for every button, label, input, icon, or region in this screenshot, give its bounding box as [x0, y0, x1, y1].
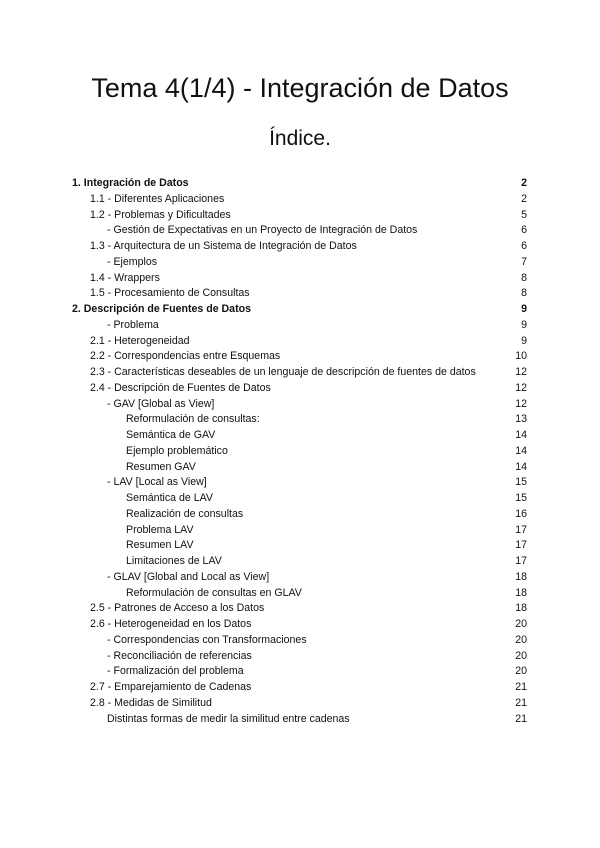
toc-entry-title: 2.8 - Medidas de Similitud: [90, 696, 212, 709]
toc-entry-page-number: 14: [515, 444, 527, 457]
toc-entry[interactable]: [72, 649, 527, 665]
toc-entry[interactable]: [72, 381, 527, 397]
toc-entry-page-number: 6: [521, 224, 527, 237]
toc-entry[interactable]: [72, 176, 527, 192]
document-title: Tema 4(1/4) - Integración de Datos: [91, 73, 509, 103]
toc-entry-title: Problema LAV: [126, 523, 194, 536]
toc-entry-page-number: 17: [515, 555, 527, 567]
toc-entry[interactable]: [72, 523, 527, 539]
toc-entry-title: - Reconciliación de referencias: [107, 649, 252, 662]
toc-entry-title: 2.2 - Correspondencias entre Esquemas: [90, 350, 281, 363]
toc-entry-title: - Problema: [107, 318, 159, 331]
toc-entry-title: 2.7 - Emparejamiento de Cadenas: [90, 681, 252, 693]
toc-entry[interactable]: [72, 601, 527, 617]
toc-entry[interactable]: [72, 302, 527, 318]
toc-entry-title: 2.6 - Heterogeneidad en los Datos: [90, 618, 252, 630]
toc-entry-title: Semántica de LAV: [126, 492, 213, 504]
toc-entry-page-number: 12: [515, 381, 527, 394]
toc-entry[interactable]: [72, 712, 527, 728]
toc-entry[interactable]: [72, 491, 527, 507]
toc-entry-title: 2.3 - Características deseables de un lenguaje de descripción de fuentes de datos: [90, 366, 476, 378]
toc-entry-page-number: 20: [515, 633, 527, 646]
toc-entry[interactable]: [72, 334, 527, 350]
toc-entry-title: Reformulación de consultas:: [126, 413, 260, 426]
toc-entry[interactable]: [72, 349, 527, 365]
toc-entry[interactable]: [72, 271, 527, 287]
toc-entry[interactable]: [72, 192, 527, 208]
toc-entry-title: 1.4 - Wrappers: [90, 271, 160, 284]
toc-entry[interactable]: [72, 538, 527, 554]
toc-entry-title: - GLAV [Global and Local as View]: [107, 570, 270, 583]
toc-entry[interactable]: [72, 444, 527, 460]
toc-entry[interactable]: [72, 208, 527, 224]
toc-entry-title: 1.2 - Problemas y Dificultades: [90, 208, 231, 221]
toc-entry[interactable]: [72, 664, 527, 680]
toc-entry-title: 2.1 - Heterogeneidad: [90, 334, 190, 347]
table-of-contents: [72, 176, 527, 727]
toc-entry[interactable]: [72, 617, 527, 633]
toc-entry[interactable]: [72, 223, 527, 239]
toc-entry-page-number: 18: [515, 586, 527, 599]
toc-entry-title: 2.5 - Patrones de Acceso a los Datos: [90, 602, 265, 615]
toc-entry-page-number: 15: [515, 476, 527, 489]
toc-entry-title: 2. Descripción de Fuentes de Datos: [72, 303, 251, 315]
toc-entry-page-number: 21: [515, 712, 527, 725]
toc-entry[interactable]: [72, 318, 527, 334]
toc-entry-title: 1.5 - Procesamiento de Consultas: [90, 287, 250, 300]
toc-entry[interactable]: [72, 633, 527, 649]
toc-entry-page-number: 6: [521, 240, 527, 252]
toc-entry-title: Distintas formas de medir la similitud entre cadenas: [107, 712, 350, 725]
toc-entry-page-number: 8: [521, 271, 527, 284]
toc-entry-page-number: 9: [521, 318, 527, 331]
toc-entry-title: Reformulación de consultas en GLAV: [126, 586, 302, 599]
toc-entry-page-number: 17: [515, 539, 527, 552]
toc-entry-page-number: 8: [521, 287, 527, 300]
toc-entry-page-number: 20: [515, 618, 527, 630]
toc-entry-page-number: 9: [521, 303, 527, 315]
toc-entry-title: - LAV [Local as View]: [107, 476, 207, 489]
toc-entry-title: - Correspondencias con Transformaciones: [107, 633, 307, 646]
toc-entry[interactable]: [72, 507, 527, 523]
toc-entry-page-number: 18: [515, 602, 527, 615]
toc-entry[interactable]: [72, 460, 527, 476]
toc-entry-page-number: 13: [515, 413, 527, 426]
toc-entry-page-number: 16: [515, 507, 527, 520]
toc-entry-page-number: 2: [521, 177, 527, 189]
toc-entry-title: Realización de consultas: [126, 507, 244, 520]
toc-entry-page-number: 20: [515, 649, 527, 662]
toc-entry-page-number: 21: [515, 696, 527, 709]
toc-entry[interactable]: [72, 475, 527, 491]
toc-entry-title: - Gestión de Expectativas en un Proyecto de Integración de Datos: [107, 224, 418, 237]
toc-entry[interactable]: [72, 397, 527, 413]
toc-entry-page-number: 14: [515, 429, 527, 441]
toc-entry-title: Semántica de GAV: [126, 429, 216, 441]
toc-entry-page-number: 7: [521, 255, 527, 268]
toc-entry-title: 1. Integración de Datos: [72, 177, 189, 189]
toc-entry-page-number: 15: [515, 492, 527, 504]
toc-entry-title: Limitaciones de LAV: [126, 555, 222, 567]
toc-entry[interactable]: [72, 286, 527, 302]
toc-entry[interactable]: [72, 570, 527, 586]
toc-entry-title: 2.4 - Descripción de Fuentes de Datos: [90, 381, 271, 394]
toc-entry-page-number: 12: [515, 366, 527, 378]
toc-entry-page-number: 21: [515, 681, 527, 693]
toc-entry-page-number: 14: [515, 460, 527, 473]
index-heading: Índice.: [269, 127, 331, 150]
toc-entry[interactable]: [72, 554, 527, 570]
toc-entry[interactable]: [72, 428, 527, 444]
toc-entry-title: - GAV [Global as View]: [107, 397, 215, 410]
toc-entry-page-number: 10: [515, 350, 527, 363]
toc-entry[interactable]: [72, 239, 527, 255]
toc-entry-title: - Ejemplos: [107, 255, 158, 268]
toc-entry[interactable]: [72, 680, 527, 696]
toc-entry-title: 1.1 - Diferentes Aplicaciones: [90, 192, 225, 205]
toc-entry[interactable]: [72, 255, 527, 271]
toc-entry[interactable]: [72, 586, 527, 602]
toc-entry-page-number: 5: [521, 208, 527, 221]
toc-entry-title: Ejemplo problemático: [126, 444, 228, 457]
toc-entry-page-number: 2: [521, 192, 527, 205]
toc-entry[interactable]: [72, 412, 527, 428]
toc-entry-page-number: 18: [515, 570, 527, 583]
toc-entry-page-number: 17: [515, 523, 527, 536]
toc-entry[interactable]: [72, 696, 527, 712]
toc-entry[interactable]: [72, 365, 527, 381]
toc-entry-title: 1.3 - Arquitectura de un Sistema de Integración de Datos: [90, 240, 357, 252]
toc-entry-title: Resumen LAV: [126, 539, 194, 552]
toc-entry-title: - Formalización del problema: [107, 665, 244, 678]
toc-entry-page-number: 12: [515, 397, 527, 410]
toc-entry-page-number: 9: [521, 334, 527, 347]
toc-entry-page-number: 20: [515, 665, 527, 678]
toc-entry-title: Resumen GAV: [126, 460, 196, 473]
